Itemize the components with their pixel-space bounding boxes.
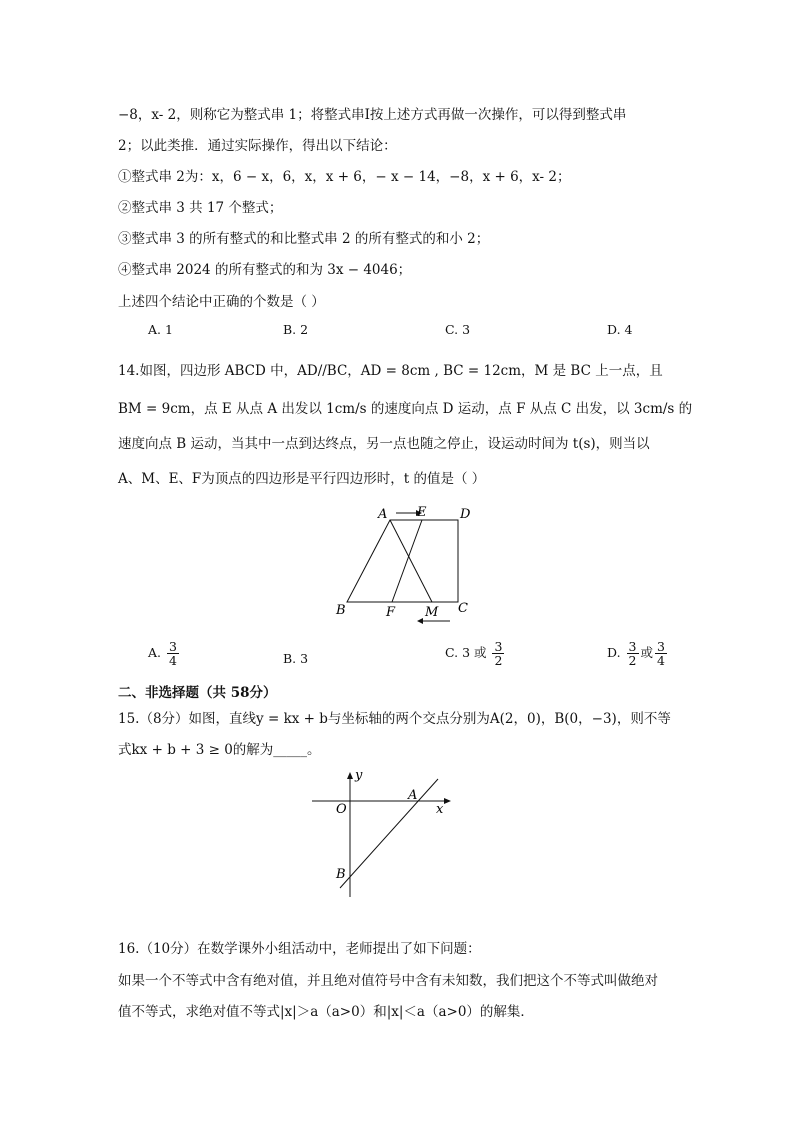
section-heading: 二、非选择题（共 58分） bbox=[118, 685, 277, 701]
q15-line-2: 式kx + b + 3 ≥ 0的解为_____。 bbox=[118, 742, 321, 758]
q16-line-3: 值不等式，求绝对值不等式|x|＞a（a>0）和|x|＜a（a>0）的解集． bbox=[118, 1004, 534, 1020]
fraction: $\frac{3}{4}$ bbox=[657, 639, 665, 669]
q13-line-2: 2；以此类推．通过实际操作，得出以下结论： bbox=[118, 138, 397, 154]
line-kx-b bbox=[340, 779, 438, 888]
q13-line-1: −8，x- 2，则称它为整式串 1；将整式串Ⅰ按上述方式再做一次操作，可以得到整式串 bbox=[118, 107, 627, 123]
label-m: M bbox=[425, 605, 439, 620]
trapezoid-abcd bbox=[347, 520, 458, 602]
q13-option-d: D. 4 bbox=[607, 322, 633, 337]
q15-figure bbox=[308, 765, 458, 905]
label-d: D bbox=[460, 507, 471, 522]
q13-question: 上述四个结论中正确的个数是（ ） bbox=[118, 294, 325, 310]
label-x: x bbox=[436, 802, 444, 817]
label-o: O bbox=[336, 802, 347, 817]
q15-line-1: 15.（8分）如图，直线y = kx + b与坐标轴的两个交点分别为A(2，0)，B(0，−3)，则不等 bbox=[118, 711, 671, 727]
fraction: $\frac{3}{2}$ bbox=[494, 639, 503, 669]
q14-line-1: 14.如图，四边形 ABCD 中，AD//BC，AD = 8cm , BC = 12cm，M 是 BC 上一点，且 bbox=[118, 363, 663, 379]
y-axis-arrow bbox=[347, 772, 353, 779]
q13-option-b: B. 2 bbox=[283, 322, 309, 337]
x-axis-arrow bbox=[444, 798, 451, 804]
q14-option-b: B. 3 bbox=[283, 651, 309, 666]
q13-option-c: C. 3 bbox=[445, 322, 471, 337]
q13-statement-4: ④整式串 2024 的所有整式的和为 3x − 4046； bbox=[118, 262, 412, 278]
q13-option-a: A. 1 bbox=[148, 322, 173, 337]
q13-statement-1: ①整式串 2为：x，6 − x，6，x，x + 6，− x − 14，−8，x + 6，x- 2； bbox=[118, 169, 571, 185]
q14-line-2: BM = 9cm，点 E 从点 A 出发以 1cm/s 的速度向点 D 运动，点 F 从点 C 出发，以 3cm/s 的 bbox=[118, 401, 693, 417]
label-f: F bbox=[386, 605, 396, 620]
q16-line-1: 16.（10分）在数学课外小组活动中，老师提出了如下问题： bbox=[118, 941, 481, 957]
q14-line-4: A、M、E、F为顶点的四边形是平行四边形时，t 的值是（ ） bbox=[118, 471, 486, 487]
q16-line-2: 如果一个不等式中含有绝对值，并且绝对值符号中含有未知数，我们把这个不等式叫做绝对 bbox=[118, 973, 658, 989]
q13-statement-3: ③整式串 3 的所有整式的和比整式串 2 的所有整式的和小 2； bbox=[118, 231, 490, 247]
q14-line-3: 速度向点 B 运动，当其中一点到达终点，另一点也随之停止，设运动时间为 t(s)，则当以 bbox=[118, 436, 650, 452]
fraction: $\frac{3}{4}$ bbox=[169, 639, 177, 669]
label-y: y bbox=[355, 768, 363, 783]
fraction: $\frac{3}{2}$ bbox=[628, 639, 637, 669]
label-b: B bbox=[336, 603, 346, 618]
label-b: B bbox=[336, 867, 346, 882]
label-c: C bbox=[458, 601, 468, 616]
q13-statement-2: ②整式串 3 共 17 个整式； bbox=[118, 200, 283, 216]
q14-figure bbox=[330, 500, 480, 630]
label-a: A bbox=[408, 788, 418, 803]
arrow-f-head bbox=[417, 618, 423, 624]
label-e: E bbox=[417, 505, 427, 520]
q14-option-d: D. $\frac{3}{2}$ 或 $\frac{3}{4}$ bbox=[607, 639, 665, 669]
q14-option-a: A. $\frac{3}{4}$ bbox=[148, 639, 177, 669]
label-a: A bbox=[378, 507, 388, 522]
q14-option-c: C. 3 或 $\frac{3}{2}$ bbox=[445, 639, 503, 669]
